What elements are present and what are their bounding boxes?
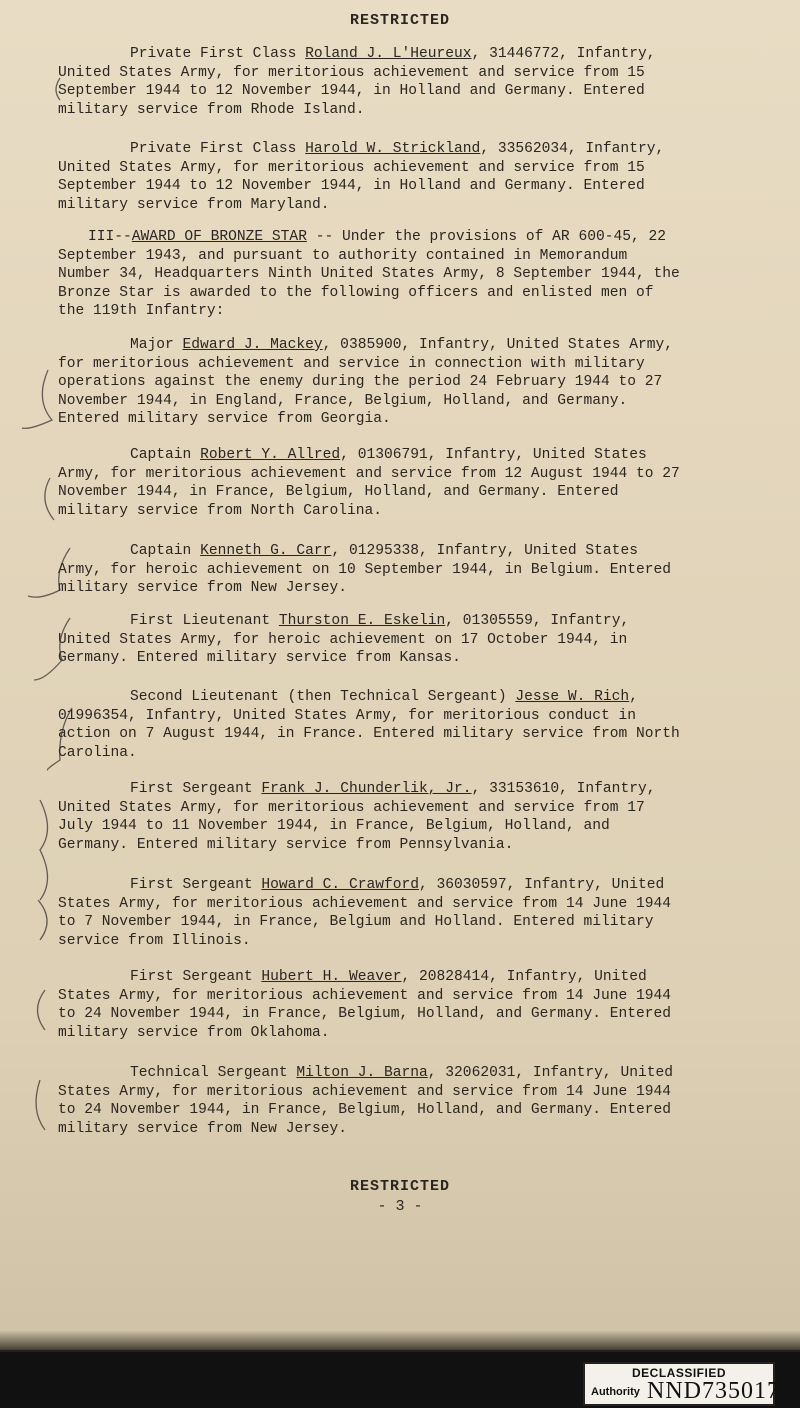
entry-name: Howard C. Crawford — [261, 877, 420, 893]
citation-entry — [58, 542, 688, 598]
citation-entry — [58, 968, 688, 1042]
entry-text: , 01305559, Infantry, United States Army, for heroic achievement on 17 October 1944, in Germany. Entered military service from Kansas. — [58, 613, 630, 666]
entry-name: Thurston E. Eskelin — [278, 613, 446, 629]
section-title: AWARD OF BRONZE STAR — [131, 229, 307, 245]
entry-text: , 33153610, Infantry, United States Army, for meritorious achievement and service from 17 July 1944 to 11 November 1944, in France, Belgium, Holland, and Germany. Entered military service from Pennsylvania. — [58, 781, 656, 853]
entry-text: , 20828414, Infantry, United States Army, for meritorious achievement and service from 14 June 1944 to 24 November 1944, in France, Belgium, Holland, and Germany. Entered military service from Oklahoma. — [58, 969, 672, 1041]
entry-text: , 32062031, Infantry, United States Army, for meritorious achievement and service from 14 June 1944 to 24 November 1944, in France, Belgium, Holland, and Germany. Entered military service from New Jersey. — [58, 1065, 673, 1137]
entry-rank: Captain — [130, 447, 201, 463]
entry-name: Hubert H. Weaver — [261, 969, 402, 985]
entry-rank: First Lieutenant — [130, 613, 279, 629]
entry-name: Milton J. Barna — [296, 1065, 428, 1081]
pencil-mark — [38, 990, 46, 1030]
citation-entry — [58, 45, 688, 119]
header-classification: RESTRICTED — [349, 12, 450, 29]
entry-name: Jesse W. Rich — [515, 689, 630, 705]
page-bottom-edge — [0, 1330, 800, 1352]
footer-classification: RESTRICTED — [349, 1178, 450, 1195]
citation-entry — [58, 1064, 688, 1138]
section-heading-entry — [58, 228, 688, 321]
entry-rank: Technical Sergeant — [130, 1065, 297, 1081]
entry-name: Robert Y. Allred — [200, 447, 341, 463]
entry-text: , 0385900, Infantry, United States Army, for meritorious achievement and service in connection with military operations against the enemy during the period 24 February 1944 to 27 November 1944, in England, France, Belgium, Holland, and Germany. Entered military service from Georgia. — [58, 337, 673, 427]
entry-text: , 31446772, Infantry, United States Army, for meritorious achievement and service from 15 September 1944 to 12 November 1944, in Holland and Germany. Entered military service from Rhode Island. — [58, 46, 656, 118]
entry-text: , 33562034, Infantry, United States Army, for meritorious achievement and service from 15 September 1944 to 12 November 1944, in Holland and Germany. Entered military service from Maryland. — [58, 141, 665, 213]
citation-entry — [58, 446, 688, 520]
citation-entry — [58, 140, 688, 214]
entry-name: Kenneth G. Carr — [200, 543, 332, 559]
entry-text: , 36030597, Infantry, United States Army, for meritorious achievement and service from 14 June 1944 to 7 November 1944, in France, Belgium and Holland. Entered military service from Illinois. — [58, 877, 672, 949]
entry-name: Edward J. Mackey — [182, 337, 323, 353]
pencil-mark — [36, 1080, 45, 1130]
citation-entry — [58, 780, 688, 854]
entry-rank: First Sergeant — [130, 781, 262, 797]
entry-text: , 01306791, Infantry, United States Army, for meritorious achievement and service from 12 August 1944 to 27 November 1944, in France, Belgium, Holland, and Germany. Entered military service from North Carolina. — [58, 447, 680, 519]
entry-rank: First Sergeant — [130, 877, 262, 893]
entry-name: Frank J. Chunderlik, Jr. — [261, 781, 472, 797]
entry-rank: First Sergeant — [130, 969, 262, 985]
section-text: -- Under the provisions of AR 600-45, 22 September 1943, and pursuant to authority contained in Memorandum Number 34, Headquarters Ninth United States Army, 8 September 1944, the Bronze Star is awarded to the following officers and enlisted men of the 119th Infantry: — [58, 229, 680, 319]
declassified-stamp — [583, 1362, 780, 1406]
pencil-mark — [38, 900, 47, 940]
authority-label: Authority — [591, 1386, 640, 1398]
entry-text: , 01996354, Infantry, United States Army, for meritorious conduct in action on 7 August 1944, in France. Entered military service from North Carolina. — [58, 689, 680, 761]
pencil-mark — [40, 800, 48, 900]
citation-entry — [58, 612, 688, 668]
entry-name: Roland J. L'Heureux — [305, 46, 472, 62]
entry-text: , 01295338, Infantry, United States Army, for heroic achievement on 10 September 1944, in Belgium. Entered military service from New Jersey. — [58, 543, 672, 596]
section-number: III-- — [88, 229, 132, 245]
page-number: - 3 - — [377, 1198, 423, 1215]
entry-rank: Private First Class — [130, 46, 306, 62]
entry-rank: Major — [130, 337, 183, 353]
pencil-mark — [45, 478, 54, 520]
citation-entry — [58, 876, 688, 950]
declassified-label: DECLASSIFIED — [631, 1366, 726, 1380]
entry-rank: Private First Class — [130, 141, 306, 157]
entry-rank: Captain — [130, 543, 201, 559]
authority-code: NND735017 — [647, 1378, 780, 1404]
pencil-mark — [22, 370, 52, 428]
citation-entry — [58, 688, 688, 762]
citation-entry — [58, 336, 688, 429]
entry-rank: Second Lieutenant (then Technical Sergeant) — [130, 689, 516, 705]
entry-name: Harold W. Strickland — [305, 141, 481, 157]
